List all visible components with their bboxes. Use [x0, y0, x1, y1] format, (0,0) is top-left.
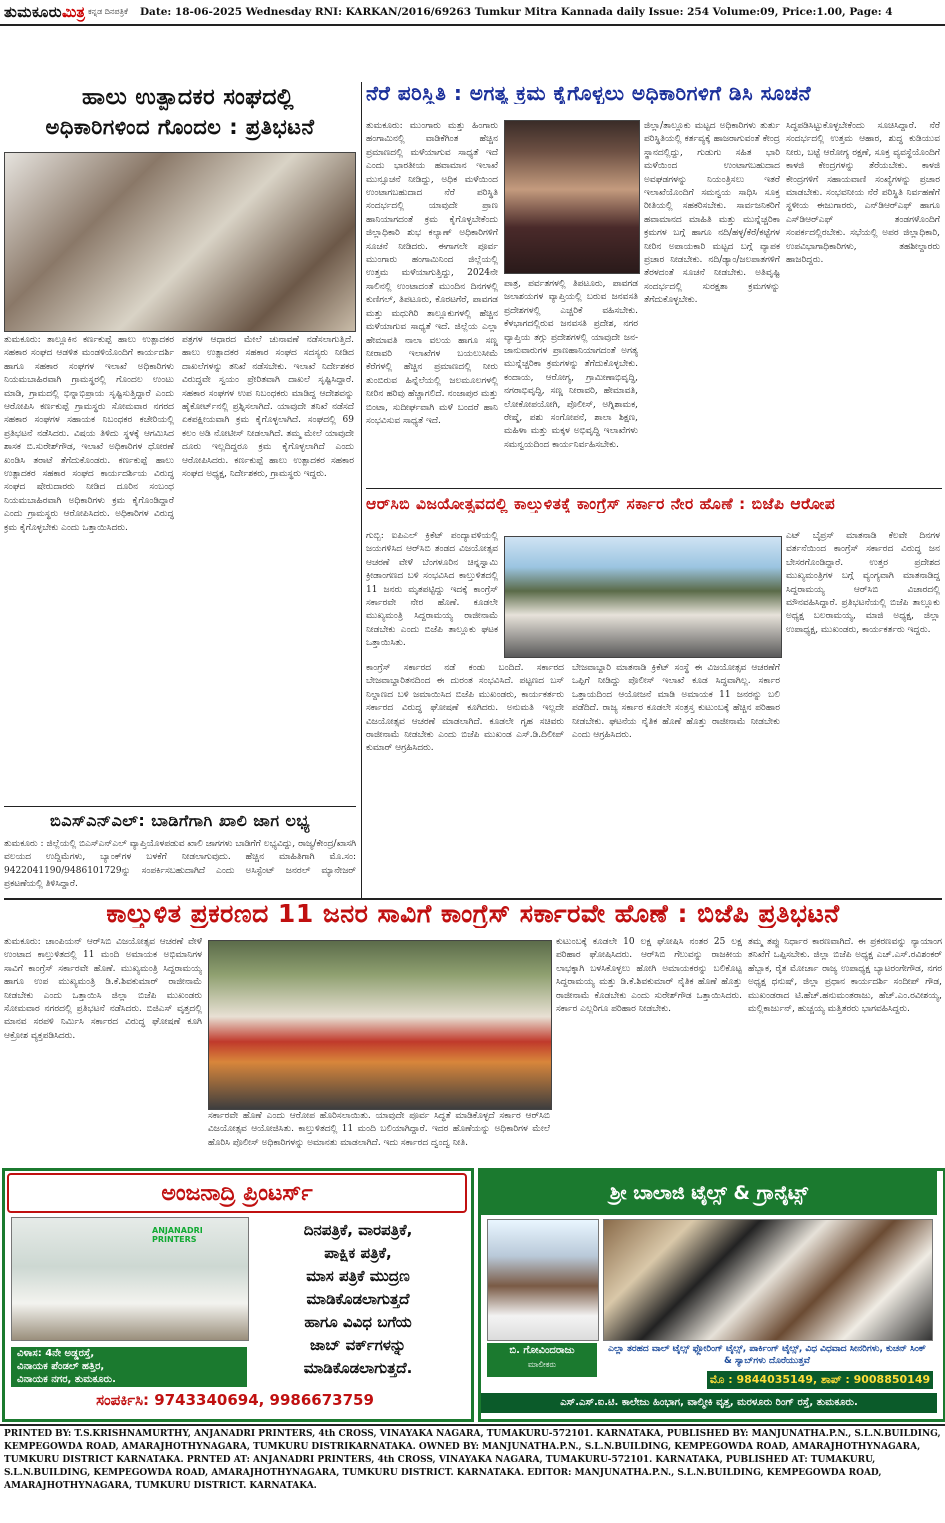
- story4-headline: ಕಾಲ್ತುಳಿತ ಪ್ರಕರಣದ 11 ಜನರ ಸಾವಿಗೆ ಕಾಂಗ್ರೆಸ್ ಸರ್ಕಾರವೇ ಹೊಣೆ : ಬಿಜೆಪಿ ಪ್ರತಿಭಟನೆ: [106, 900, 840, 928]
- bsnl-top-rule: [4, 806, 356, 807]
- ad-left-shop-photo: [11, 1217, 249, 1341]
- ad-balaji-tiles: [478, 1168, 945, 1422]
- story3-col3: ಬೇಜವಾಬ್ದಾರಿ ಮಾತನಾಡಿ ಕ್ರಿಕೆಟ್ ಸಂಸ್ಥೆ ಈ ವಿಜಯೋತ್ಸವ ಆಚರಣೆಗೆ ಒಪ್ಪಿಗೆ ನೀಡಿದ್ದು ಪೊಲೀಸ್ ಇಲಾಖೆ ಕೂಡ ಸಿದ್ಧವಾಗಿಲ್ಲ. ಸರ್ಕಾರ ಒತ್ತಾಯದಿಂದ ಆಯೋಜನೆ ಮಾಡಿ ಅಮಾಯಕ 11 ಜನರನ್ನು ಬಲಿ ಪಡೆದಿದೆ. ರಾಜ್ಯ ಸರ್ಕಾರ ಕೂಡಲೇ ಸಂತ್ರಸ್ತ ಕುಟುಂಬಕ್ಕೆ ಹೆಚ್ಚಿನ ಪರಿಹಾರ ನೀಡಬೇಕು. ಘಟನೆಯ ನೈತಿಕ ಹೊಣೆ ಹೊತ್ತು ರಾಜೀನಾಮೆ ನೀಡಬೇಕು ಎಂದು ಆಗ್ರಹಿಸಿದರು.: [572, 663, 780, 741]
- column-divider: [361, 82, 362, 898]
- ad-left-services: [251, 1219, 465, 1380]
- story1-headline-line2: ಅಧಿಕಾರಿಗಳಿಂದ ಗೊಂದಲ : ಪ್ರತಿಭಟನೆ: [45, 115, 315, 139]
- masthead-info: Date: 18-06-2025 Wednesday RNI: KARKAN/2016/69263 Tumkur Mitra Kannada daily Issue: 254 Volume:09, Price:1.00, Page: 4: [139, 6, 893, 18]
- masthead-logo: ತುಮಕೂರು: [4, 3, 63, 21]
- imprint-footer: PRINTED BY: T.S.KRISHNAMURTHY, ANJANADRI PRINTERS, 4th CROSS, VINAYAKA NAGARA, TUMAKURU-572101. KARNATAKA, PUBLISHED BY: MANJUNATHA.P.N., S.L.N.BUILDING, KEMPEGOWDA ROAD, AMARAJHOTHYNAGARA, TUMKURU DISTRIKARNATAKA. OWNED BY: MANJUNATHA.P.N., S.L.N.BUILDING, KEMPEGOWDA ROAD, AMARAJHOTHYNAGARA, TUMKURU DISTRICT KARNATAKA. PRNTED AT: ANJANADRI PRINTERS, 4th CROSS, VINAYAKA NAGARA, TUMAKURU-572101. KARNATAKA, PUBLISHED AT: TUMAKURU, S.L.N.BUILDING, KEMPEGOWDA ROAD, AMARAJHOTHYNAGARA, TUMKURU DISTRICT. KARNATAKA. EDITOR: MANJUNATHA.P.N., S.L.N.BUILDING, KEMPEGOWDA ROAD, AMARAJHOTHYNAGARA, TUMKURU DISTRICT. KARNATAKA.: [4, 1429, 941, 1491]
- ad-left-service-2: ಪಾಕ್ಷಿಕ ಪತ್ರಿಕೆ,: [324, 1244, 392, 1262]
- ad-left-service-3: ಮಾಸ ಪತ್ರಿಕೆ ಮುದ್ರಣ: [306, 1267, 410, 1285]
- story2-col4: ಸಿದ್ಧಪಡಿಸಿಟ್ಟುಕೊಳ್ಳಬೇಕೆಂದು ಸೂಚಿಸಿದ್ದಾರೆ. ನೆರೆ ಸಂದರ್ಭದಲ್ಲಿ ಉತ್ತಮ ಆಹಾರ, ಶುದ್ಧ ಕುಡಿಯುವ ನೀರು, ಬಟ್ಟೆ ಆರೋಗ್ಯ ರಕ್ಷಣೆ, ಸೂಕ್ತ ವ್ಯವಸ್ಥೆಯೊಂದಿಗೆ ಕಾಳಜಿ ಕೇಂದ್ರಗಳನ್ನು ತೆರೆಯಬೇಕು. ಕಾಳಜಿ ಕೇಂದ್ರಗಳಿಗೆ ಸಹಾಯವಾಣಿ ಸಂಖ್ಯೆಗಳನ್ನು ಪ್ರಚಾರ ಮಾಡಬೇಕು. ಸಂಭವನೀಯ ನೆರೆ ಪರಿಸ್ಥಿತಿ ನಿರ್ವಹಣೆಗೆ ಸ್ಥಳೀಯ ಈಜುಗಾರರು, ಎನ್‌ಡಿಆರ್‌ಎಫ್ ಹಾಗೂ ಎಸ್‌ಡಿಆರ್‌ಎಫ್ ತಂಡಗಳೊಂದಿಗೆ ಸಂಪರ್ಕದಲ್ಲಿರಬೇಕು. ಸಭೆಯಲ್ಲಿ ಅಪರ ಜಿಲ್ಲಾಧಿಕಾರಿ, ಉಪವಿಭಾಗಾಧಿಕಾರಿಗಳು, ತಹಶೀಲ್ದಾರರು ಹಾಜರಿದ್ದರು.: [786, 121, 940, 266]
- ad-left-service-1: ದಿನಪತ್ರಿಕೆ, ವಾರಪತ್ರಿಕೆ,: [303, 1221, 413, 1239]
- ad-left-title-bar: [7, 1173, 467, 1213]
- ad-anjanadri-printers: [2, 1168, 474, 1422]
- ad-right-owner-name: ಬಿ. ಗೋವಿಂದರಾಜು: [509, 1345, 575, 1356]
- footer-rule: [0, 1424, 945, 1426]
- story2-col1: ತುಮಕೂರು: ಮುಂಗಾರು ಮತ್ತು ಹಿಂಗಾರು ಹಂಗಾಮಿನಲ್ಲಿ ವಾಡಿಕೆಗಿಂತ ಹೆಚ್ಚಿನ ಪ್ರಮಾಣದಲ್ಲಿ ಮಳೆಯಾಗುವ ಸಾಧ್ಯತೆ ಇದೆ ಎಂದು ಭಾರತೀಯ ಹವಾಮಾನ ಇಲಾಖೆ ಮುನ್ಸೂಚನೆ ನೀಡಿದ್ದು, ಅಧಿಕ ಮಳೆಯಿಂದ ಉಂಟಾಗಬಹುದಾದ ನೆರೆ ಪರಿಸ್ಥಿತಿ ಸಂದರ್ಭದಲ್ಲಿ ಯಾವುದೇ ಪ್ರಾಣ ಹಾನಿಯಾಗದಂತೆ ಕ್ರಮ ಕೈಗೊಳ್ಳಬೇಕೆಂದು ಜಿಲ್ಲಾಧಿಕಾರಿ ಶುಭ ಕಲ್ಯಾಣ್ ಅಧಿಕಾರಿಗಳಿಗೆ ಸೂಚನೆ ನೀಡಿದರು. ಈಗಾಗಲೇ ಪೂರ್ವ ಮುಂಗಾರು ಹಂಗಾಮಿನಿಂದ ಜಿಲ್ಲೆಯಲ್ಲಿ ಉತ್ತಮ ಮಳೆಯಾಗುತ್ತಿದ್ದು, 2024ನೇ ಸಾಲಿನಲ್ಲಿ ಉಂಟಾದಂತೆ ಮುಂದಿನ ದಿನಗಳಲ್ಲಿ ಕುಣಿಗಲ್, ತಿಪಟೂರು, ಕೊರಟಗೆರೆ, ಪಾವಗಡ ಮತ್ತು ಮಧುಗಿರಿ ತಾಲ್ಲೂಕುಗಳಲ್ಲಿ ಹೆಚ್ಚಿನ ಮಳೆಯಾಗುವ ಸಾಧ್ಯತೆ ಇದೆ. ಜಿಲ್ಲೆಯ ಎಲ್ಲಾ ಹೇಮಾವತಿ ನಾಲಾ ವಲಯ ಹಾಗೂ ಸಣ್ಣ ನೀರಾವರಿ ಇಲಾಖೆಗಳ ಬಯಲುಸೀಮೆ ಕೆರೆಗಳಲ್ಲಿ ಹೆಚ್ಚಿನ ಪ್ರಮಾಣದಲ್ಲಿ ನೀರು ತುಂಬಿರುವ ಹಿನ್ನೆಲೆಯಲ್ಲಿ ಜಲಮೂಲಗಳಲ್ಲಿ ನೀರಿನ ಹರಿವು ಹೆಚ್ಚಾಗಲಿದೆ. ನಂಜಾಪುರ ಮತ್ತು ಬಿಂಟಾ, ಸುದೀರ್ಘವಾಗಿ ಮಳೆ ಬಂದರೆ ಹಾನಿ ಸಂಭವಿಸುವ ಸಾಧ್ಯತೆ ಇದೆ.: [366, 121, 498, 426]
- story2-col2: ಪಾತ್ರ, ಪರ್ವತಗಳಲ್ಲಿ ತಿಪಟೂರು, ಪಾವಗಡ ಜಲಾಶಯಗಳ ವ್ಯಾಪ್ತಿಯಲ್ಲಿ ಬರುವ ಜನವಸತಿ ಪ್ರದೇಶಗಳಲ್ಲಿ ಎಚ್ಚರಿಕೆ ವಹಿಸಬೇಕು. ಕೆಳಭಾಗದಲ್ಲಿರುವ ಜನವಸತಿ ಪ್ರದೇಶ, ನಗರ ವ್ಯಾಪ್ತಿಯ ತಗ್ಗು ಪ್ರದೇಶಗಳಲ್ಲಿ ಯಾವುದೇ ಜನ-ಜಾನುವಾರುಗಳ ಪ್ರಾಣಹಾನಿಯಾಗದಂತೆ ಅಗತ್ಯ ಮುನ್ನೆಚ್ಚರಿಕಾ ಕ್ರಮಗಳನ್ನು ತೆಗೆದುಕೊಳ್ಳಬೇಕು. ಕಂದಾಯ, ಆರೋಗ್ಯ, ಗ್ರಾಮೀಣಾಭಿವೃದ್ಧಿ, ನಗರಾಭಿವೃದ್ಧಿ, ಸಣ್ಣ ನೀರಾವರಿ, ಹೇಮಾವತಿ, ಲೋಕೋಪಯೋಗಿ, ಪೊಲೀಸ್, ಅಗ್ನಿಶಾಮಕ, ರೇಷ್ಮೆ, ಪಶು ಸಂಗೋಪನೆ, ಶಾಲಾ ಶಿಕ್ಷಣ, ಮಹಿಳಾ ಮತ್ತು ಮಕ್ಕಳ ಅಭಿವೃದ್ಧಿ ಇಲಾಖೆಗಳು ಸಮನ್ವಯದಿಂದ ಕಾರ್ಯನಿರ್ವಹಿಸಬೇಕು.: [504, 279, 638, 450]
- ad-right-owner-photo: [487, 1219, 599, 1341]
- story4-col2: ಸರ್ಕಾರವೇ ಹೊಣೆ ಎಂದು ಆರೋಪ ಹೊರಿಸಲಾಯಿತು. ಯಾವುದೇ ಪೂರ್ವ ಸಿದ್ಧತೆ ಮಾಡಿಕೊಳ್ಳದೆ ಸರ್ಕಾರ ಆರ್‌ಸಿಬಿ ವಿಜಯೋತ್ಸವ ಆಯೋಜಿಸಿತು. ಕಾಲ್ತುಳಿತದಲ್ಲಿ 11 ಮಂದಿ ಬಲಿಯಾಗಿದ್ದಾರೆ. ಇದರ ಹೊಣೆಯನ್ನು ಅಧಿಕಾರಿಗಳ ಮೇಲೆ ಹೊರಿಸಿ ಪೊಲೀಸ್ ಅಧಿಕಾರಿಗಳನ್ನು ಅಮಾನತು ಮಾಡಲಾಗಿದೆ. ಇದು ಸರ್ಕಾರದ ದ್ವಂದ್ವ ನೀತಿ.: [208, 1111, 550, 1148]
- story4-col1: ತುಮಕೂರು: ಚಾಂಪಿಯನ್ ಆರ್‌ಸಿಬಿ ವಿಜಯೋತ್ಸವ ಆಚರಣೆ ವೇಳೆ ಉಂಟಾದ ಕಾಲ್ತುಳಿತದಲ್ಲಿ 11 ಮಂದಿ ಅಮಾಯಕ ಅಭಿಮಾನಿಗಳ ಸಾವಿಗೆ ಕಾಂಗ್ರೆಸ್ ಸರ್ಕಾರವೇ ಹೊಣೆ. ಮುಖ್ಯಮಂತ್ರಿ ಸಿದ್ದರಾಮಯ್ಯ ಹಾಗೂ ಉಪ ಮುಖ್ಯಮಂತ್ರಿ ಡಿ.ಕೆ.ಶಿವಕುಮಾರ್ ರಾಜೀನಾಮೆ ನೀಡಬೇಕು ಎಂದು ಒತ್ತಾಯಿಸಿ ಜಿಲ್ಲಾ ಬಿಜೆಪಿ ಮುಖಂಡರು ಸೋಮವಾರ ನಗರದಲ್ಲಿ ಪ್ರತಿಭಟನೆ ನಡೆಸಿದರು. ಬಿಜಿಎಸ್ ವೃತ್ತದಲ್ಲಿ ಮಾನವ ಸರಪಳಿ ನಿರ್ಮಿಸಿ ಸರ್ಕಾರದ ವಿರುದ್ಧ ಘೋಷಣೆ ಕೂಗಿ ಆಕ್ರೋಶ ವ್ಯಕ್ತಪಡಿಸಿದರು.: [4, 937, 202, 1041]
- ad-left-address-2: ವಿನಾಯಕ ಪೆಂಡಲ್ ಹತ್ತಿರ,: [17, 1361, 105, 1372]
- ad-left-service-5: ಹಾಗೂ ವಿವಿಧ ಬಗೆಯ: [304, 1313, 412, 1331]
- story4-col3: ಕುಟುಂಬಕ್ಕೆ ಕೂಡಲೇ 10 ಲಕ್ಷ ಘೋಷಿಸಿ ನಂತರ 25 ಲಕ್ಷ ಪರಿಹಾರ ಘೋಷಿಸಿದರು. ಆರ್‌ಸಿಬಿ ಗೆಲುವನ್ನು ರಾಜಕೀಯ ಲಾಭಕ್ಕಾಗಿ ಬಳಸಿಕೊಳ್ಳಲು ಹೋಗಿ ಅಮಾಯಕರನ್ನು ಬಲಿಕೊಟ್ಟ ಸಿದ್ದರಾಮಯ್ಯ ಮತ್ತು ಡಿ.ಕೆ.ಶಿವಕುಮಾರ್ ನೈತಿಕ ಹೊಣೆ ಹೊತ್ತು ರಾಜೀನಾಮೆ ಕೊಡಬೇಕು ಎಂದು ಸುರೇಶ್‌ಗೌಡ ಒತ್ತಾಯಿಸಿದರು. ಸರ್ಕಾರ ಎಲ್ಲರಿಗೂ ಪರಿಹಾರ ನೀಡಬೇಕು.: [556, 937, 742, 1015]
- ad-left-shop-sign: ANJANADRI PRINTERS: [152, 1226, 203, 1244]
- ad-right-phones: ಮೊ : 9844035149, ಶಾಪ್ : 9008850149: [707, 1371, 933, 1389]
- story3-col2: ಕಾಂಗ್ರೆಸ್ ಸರ್ಕಾರದ ನಡೆ ಕಂಡು ಬಂದಿದೆ. ಸರ್ಕಾರದ ಬೇಜವಾಬ್ದಾರಿತನದಿಂದ ಈ ದುರಂತ ಸಂಭವಿಸಿದೆ. ಪಟ್ಟಣದ ಬಸ್ ನಿಲ್ದಾಣದ ಬಳಿ ಜಮಾಯಿಸಿದ ಬಿಜೆಪಿ ಮುಖಂಡರು, ಕಾರ್ಯಕರ್ತರು ಸರ್ಕಾರದ ವಿರುದ್ಧ ಘೋಷಣೆ ಕೂಗಿದರು. ಅನುಮತಿ ಇಲ್ಲದೇ ವಿಜಯೋತ್ಸವ ಆಚರಣೆ ಮಾಡಲಾಗಿದೆ. ಕೂಡಲೇ ಗೃಹ ಸಚಿವರು ರಾಜೀನಾಮೆ ನೀಡಬೇಕು ಎಂದು ಬಿಜೆಪಿ ಮುಖಂಡ ಎಸ್.ಡಿ.ದಿಲೀಪ್ ಕುಮಾರ್ ಆಗ್ರಹಿಸಿದರು.: [366, 663, 564, 754]
- bsnl-headline: ಬಿಎಸ್‌ಎನ್‌ಎಲ್: ಬಾಡಿಗೆಗಾಗಿ ಖಾಲಿ ಜಾಗ ಲಭ್ಯ: [49, 811, 311, 830]
- ad-left-address-box: [11, 1347, 247, 1387]
- story4-photo: [208, 940, 552, 1110]
- ad-left-address-1: ವಿಳಾಸ: 4ನೇ ಅಡ್ಡರಸ್ತೆ,: [17, 1348, 95, 1359]
- story4-col4: ತಮ್ಮ ತಪ್ಪು ನಿರ್ಧಾರ ಕಾರಣವಾಗಿದೆ. ಈ ಪ್ರಕರಣವನ್ನು ನ್ಯಾಯಾಂಗ ತನಿಖೆಗೆ ಒಪ್ಪಿಸಬೇಕು. ಜಿಲ್ಲಾ ಬಿಜೆಪಿ ಅಧ್ಯಕ್ಷ ಎಚ್.ಎಸ್.ರವಿಶಂಕರ್ ಹೆಬ್ಬಾಕ, ರೈತ ಮೋರ್ಚಾ ರಾಜ್ಯ ಉಪಾಧ್ಯಕ್ಷ ಬ್ಯಾಟರಂಗೇಗೌಡ, ನಗರ ಅಧ್ಯಕ್ಷ ಧನುಷ್, ಜಿಲ್ಲಾ ಪ್ರಧಾನ ಕಾರ್ಯದರ್ಶಿ ಸಂದೀಪ್ ಗೌಡ, ಮುಖಂಡರಾದ ಟಿ.ಹೆಚ್.ಹನುಮಂತರಾಜು, ಹೆಚ್.ಎಂ.ರವೀಶಯ್ಯ, ಮಲ್ಲಿಕಾರ್ಜುನ್, ಹುಚ್ಚಯ್ಯ ಮತ್ತಿತರರು ಭಾಗವಹಿಸಿದ್ದರು.: [748, 937, 942, 1015]
- story1-col2: ಪತ್ರಗಳ ಆಧಾರದ ಮೇಲೆ ಚುನಾವಣೆ ನಡೆಸಲಾಗುತ್ತಿದೆ. ಹಾಲು ಉತ್ಪಾದಕರ ಸಹಕಾರ ಸಂಘದ ಸದಸ್ಯರು ನೀಡಿದ ದಾಖಲೆಗಳನ್ನು ತನಿಖೆ ನಡೆಸಬೇಕು. ಇಲಾಖೆ ನಿರ್ದೇಶಕರ ವಿರುದ್ಧವೇ ಸ್ವಯಂ ಪ್ರೇರಿತವಾಗಿ ದಾಖಲೆ ಸೃಷ್ಟಿಸಿದ್ದಾರೆ. ಸಹಕಾರ ಸಂಘಗಳ ಉಪ ನಿಬಂಧಕರು ಮಾಡಿದ್ದ ಆದೇಶವನ್ನು ಹೈಕೋರ್ಟ್‌ನಲ್ಲಿ ಪ್ರಶ್ನಿಸಲಾಗಿದೆ. ಯಾವುದೇ ತನಿಖೆ ನಡೆಸದೆ ಏಕಪಕ್ಷೀಯವಾಗಿ ಕ್ರಮ ಕೈಗೊಳ್ಳಲಾಗಿದೆ. ಸಂಘದಲ್ಲಿ 69 ಕಲಂ ಅಡಿ ನೋಟೀಸ್ ನೀಡಲಾಗಿದೆ. ತಮ್ಮ ಮೇಲೆ ಯಾವುದೇ ದೂರು ಇಲ್ಲದಿದ್ದರೂ ಕ್ರಮ ಕೈಗೊಳ್ಳಲಾಗಿದೆ ಎಂದು ಆರೋಪಿಸಿದರು. ಕರ್ಣಕುಪ್ಪೆ ಹಾಲು ಉತ್ಪಾದಕರ ಸಹಕಾರ ಸಂಘದ ಅಧ್ಯಕ್ಷ, ನಿರ್ದೇಶಕರು, ಗ್ರಾಮಸ್ಥರು ಇದ್ದರು.: [182, 335, 354, 480]
- ad-left-address-3: ವಿನಾಯಕ ನಗರ, ತುಮಕೂರು.: [17, 1374, 116, 1385]
- story3-col4: ಎಟ್ ಬೈಪ್ರಸ್ ಮಾತನಾಡಿ ಕೆಲವೇ ದಿನಗಳ ವರ್ತನೆಯಿಂದ ಕಾಂಗ್ರೆಸ್ ಸರ್ಕಾರದ ವಿರುದ್ಧ ಜನ ಬೇಸರಗೊಂಡಿದ್ದಾರೆ. ಉತ್ತರ ಪ್ರದೇಶದ ಮುಖ್ಯಮಂತ್ರಿಗಳ ಬಗ್ಗೆ ವ್ಯಂಗ್ಯವಾಗಿ ಮಾತನಾಡಿದ್ದ ಸಿದ್ದರಾಮಯ್ಯ ಆರ್‌ಸಿಬಿ ವಿಚಾರದಲ್ಲಿ ಮೌನವಹಿಸಿದ್ದಾರೆ. ಪ್ರತಿಭಟನೆಯಲ್ಲಿ ಬಿಜೆಪಿ ತಾಲ್ಲೂಕು ಅಧ್ಯಕ್ಷ ಬಲರಾಮಯ್ಯ, ಮಾಜಿ ಅಧ್ಯಕ್ಷ, ಜಿಲ್ಲಾ ಉಪಾಧ್ಯಕ್ಷ, ಮುಖಂಡರು, ಕಾರ್ಯಕರ್ತರು ಇದ್ದರು.: [786, 531, 940, 635]
- story3-photo: [504, 536, 782, 658]
- ad-left-service-4: ಮಾಡಿಕೊಡಲಾಗುತ್ತದೆ: [306, 1290, 410, 1308]
- story1-col1: ತುಮಕೂರು: ತಾಲ್ಲೂಕಿನ ಕರ್ಣಕುಪ್ಪೆ ಹಾಲು ಉತ್ಪಾದಕರ ಸಹಕಾರ ಸಂಘದ ಆಡಳಿತ ಮಂಡಳಿಯೊಂದಿಗೆ ಕಾರ್ಯದರ್ಶಿ ಹಾಗೂ ಸಹಕಾರ ಸಂಘಗಳ ಇಲಾಖೆ ಅಧಿಕಾರಿಗಳು ನಿಯಮಬಾಹಿರವಾಗಿ ಗ್ರಾಮಸ್ಥರಲ್ಲಿ ಗೊಂದಲ ಉಂಟು ಮಾಡಿ, ಗ್ರಾಮದಲ್ಲಿ ಭಿನ್ನಾಭಿಪ್ರಾಯ ಸೃಷ್ಟಿಸುತ್ತಿದ್ದಾರೆ ಎಂದು ಆರೋಪಿಸಿ ಕರ್ಣಕುಪ್ಪೆ ಗ್ರಾಮಸ್ಥರು ಸೋಮವಾರ ನಗರದ ಸಹಕಾರ ಸಂಘಗಳ ಸಹಾಯಕ ನಿಬಂಧಕರ ಕಚೇರಿಯಲ್ಲಿ ಪ್ರತಿಭಟನೆ ನಡೆಸಿದರು. ವಿಷಯ ತಿಳಿದು ಸ್ಥಳಕ್ಕೆ ಆಗಮಿಸಿದ ಶಾಸಕ ಬಿ.ಸುರೇಶ್‌ಗೌಡ, ಇಲಾಖೆ ಅಧಿಕಾರಿಗಳ ಧೋರಣೆ ಖಂಡಿಸಿ ತರಾಟೆ ತೆಗೆದುಕೊಂಡರು. ಕರ್ಣಕುಪ್ಪೆ ಹಾಲು ಉತ್ಪಾದಕರ ಸಹಕಾರ ಸಂಘದ ಕಾರ್ಯದರ್ಶಿಯ ವಿರುದ್ಧ ಸಂಘದ ಷೇರುದಾರರು ನೀಡಿದ ದೂರಿನ ಸಂಬಂಧ ನಿಯಮಬಾಹಿರವಾಗಿ ಅಧಿಕಾರಿಗಳು ಕ್ರಮ ಕೈಗೊಂಡಿದ್ದಾರೆ ಎಂದು ಗ್ರಾಮಸ್ಥರು ಆರೋಪಿಸಿದರು. ಅಧಿಕಾರಿಗಳ ವಿರುದ್ಧ ಕ್ರಮ ಕೈಗೊಳ್ಳಬೇಕು ಎಂದು ಒತ್ತಾಯಿಸಿದರು.: [4, 335, 174, 533]
- ad-right-tagline: ಎಲ್ಲಾ ತರಹದ ವಾಲ್ ಟೈಲ್ಸ್ ಫ್ಲೋರಿಂಗ್ ಟೈಲ್ಸ್, ಪಾರ್ಕಿಂಗ್ ಟೈಲ್ಸ್, ವಿಧ ವಿಧವಾದ ಸೀನರಿಗಳು, ಕುಚನ್ ಸಿಂಕ್ & ಸ್ಯಾಬ್‌ಗಳು ದೊರೆಯುತ್ತವೆ: [608, 1344, 926, 1366]
- ad-left-contact: ಸಂಪರ್ಕಿಸಿ: 9743340694, 9986673759: [96, 1391, 374, 1409]
- masthead: [0, 0, 945, 26]
- story2-col3: ಜಿಲ್ಲಾ/ತಾಲ್ಲೂಕು ಮಟ್ಟದ ಅಧಿಕಾರಿಗಳು ತುರ್ತು ಪರಿಸ್ಥಿತಿಯಲ್ಲಿ ಕರ್ತವ್ಯಕ್ಕೆ ಹಾಜರಾಗುವಂತೆ ಕೇಂದ್ರ ಸ್ಥಾನದಲ್ಲಿದ್ದು, ಗುಡುಗು ಸಹಿತ ಭಾರಿ ಮಳೆಯಿಂದ ಉಂಟಾಗಬಹುದಾದ ಅವಘಡಗಳನ್ನು ನಿಯಂತ್ರಿಸಲು ಇತರೆ ಇಲಾಖೆಯೊಂದಿಗೆ ಸಮನ್ವಯ ಸಾಧಿಸಿ ಸೂಕ್ತ ರೀತಿಯಲ್ಲಿ ಸಹಕರಿಸಬೇಕು. ಸಾರ್ವಜನಿಕರಿಗೆ ಹವಾಮಾನದ ಮಾಹಿತಿ ಮತ್ತು ಮುನ್ನೆಚ್ಚರಿಕಾ ಕ್ರಮಗಳ ಬಗ್ಗೆ ಹಾಗೂ ನದಿ/ಹಳ್ಳ/ಕೆರೆ/ಕಟ್ಟೆಗಳ ನೀರಿನ ಅಪಾಯಕಾರಿ ಮಟ್ಟದ ಬಗ್ಗೆ ವ್ಯಾಪಕ ಪ್ರಚಾರ ನೀಡಬೇಕು. ನದಿ/ಡ್ಯಾಂ/ಜಲಪಾತಗಳಿಗೆ ತೆರಳದಂತೆ ಸೂಚನೆ ನೀಡಬೇಕು. ಅತಿವೃಷ್ಟಿ ಸಂದರ್ಭದಲ್ಲಿ ಸುರಕ್ಷತಾ ಕ್ರಮಗಳನ್ನು ತೆಗೆದುಕೊಳ್ಳಬೇಕು.: [644, 121, 780, 306]
- ad-left-title: ಅಂಜನಾದ್ರಿ ಪ್ರಿಂಟರ್ಸ್: [161, 1180, 313, 1206]
- masthead-logo-red: ಮಿತ್ರ: [62, 3, 85, 21]
- story3-headline: ಆರ್‌ಸಿಬಿ ವಿಜಯೋತ್ಸವದಲ್ಲಿ ಕಾಲ್ತುಳಿತಕ್ಕೆ ಕಾಂಗ್ರೆಸ್ ಸರ್ಕಾರ ನೇರ ಹೊಣೆ : ಬಿಜೆಪಿ ಆರೋಪ: [366, 496, 836, 513]
- ad-right-address: ಎಸ್.ಎಸ್.ಐ.ಟಿ. ಕಾಲೇಜು ಹಿಂಭಾಗ, ವಾಲ್ಮೀಕಿ ವೃತ್ತ, ಮರಳೂರು ರಿಂಗ್ ರಸ್ತೆ, ತುಮಕೂರು.: [481, 1393, 937, 1413]
- ad-right-title: ಶ್ರೀ ಬಾಲಾಜಿ ಟೈಲ್ಸ್ & ಗ್ರಾನೈಟ್ಸ್: [609, 1182, 809, 1204]
- ad-right-tiles-photo: [603, 1219, 933, 1341]
- story1-photo: [4, 152, 356, 332]
- story2-photo: [504, 120, 640, 274]
- ad-right-owner-role: ಮಾಲೀಕರು: [527, 1360, 557, 1369]
- bsnl-text: ತುಮಕೂರು : ಜಿಲ್ಲೆಯಲ್ಲಿ ಬಿಎಸ್‌ಎನ್‌ಎಲ್ ವ್ಯಾಪ್ತಿಯೊಳಪಡುವ ಖಾಲಿ ಜಾಗಗಳು ಬಾಡಿಗೆಗೆ ಲಭ್ಯವಿದ್ದು, ರಾಜ್ಯ/ಕೇಂದ್ರ/ಖಾಸಗಿ ವಲಯದ ಉದ್ದಿಮೆಗಳು, ಬ್ಯಾಂಕ್‌ಗಳ ಬಳಕೆಗೆ ನೀಡಲಾಗುವುದು. ಹೆಚ್ಚಿನ ಮಾಹಿತಿಗಾಗಿ ಮೊ.ಸಂ: 9422041190/9486101729ನ್ನು ಸಂಪರ್ಕಿಸಬಹುದಾಗಿದೆ ಎಂದು ಅಸಿಸ್ಟೆಂಟ್ ಜನರಲ್ ಮ್ಯಾನೇಜರ್ ಪ್ರಕಟಣೆಯಲ್ಲಿ ತಿಳಿಸಿದ್ದಾರೆ.: [4, 839, 356, 890]
- ad-left-service-6: ಜಾಬ್ ವರ್ಕ್‌ಗಳನ್ನು: [309, 1336, 407, 1354]
- ad-left-service-7: ಮಾಡಿಕೊಡಲಾಗುತ್ತದೆ.: [303, 1359, 413, 1377]
- ad-right-title-bar: [481, 1171, 937, 1215]
- ad-right-owner-box: [487, 1343, 597, 1377]
- story1-headline-2: [4, 116, 356, 139]
- story1-headline-line1: ಹಾಲು ಉತ್ಪಾದಕರ ಸಂಘದಲ್ಲಿ: [81, 85, 295, 110]
- story1-headline: [22, 86, 354, 110]
- story3-col1: ಗುಬ್ಬಿ: ಐಪಿಎಲ್ ಕ್ರಿಕೆಟ್ ಪಂದ್ಯಾವಳಿಯಲ್ಲಿ ಜಯಗಳಿಸಿದ ಆರ್‌ಸಿಬಿ ತಂಡದ ವಿಜಯೋತ್ಸವ ಆಚರಣೆ ವೇಳೆ ಬೆಂಗಳೂರಿನ ಚಿನ್ನಸ್ವಾಮಿ ಕ್ರೀಡಾಂಗಣದ ಬಳಿ ಸಂಭವಿಸಿದ ಕಾಲ್ತುಳಿತದಲ್ಲಿ 11 ಜನರು ಮೃತಪಟ್ಟಿದ್ದು ಇದಕ್ಕೆ ಕಾಂಗ್ರೆಸ್ ಸರ್ಕಾರವೇ ನೇರ ಹೊಣೆ. ಕೂಡಲೇ ಮುಖ್ಯಮಂತ್ರಿ ಸಿದ್ದರಾಮಯ್ಯ ರಾಜೀನಾಮೆ ನೀಡಬೇಕು ಎಂದು ಬಿಜೆಪಿ ತಾಲ್ಲೂಕು ಘಟಕ ಒತ್ತಾಯಿಸಿತು.: [366, 531, 498, 649]
- story2-headline: ನೆರೆ ಪರಿಸ್ಥಿತಿ : ಅಗತ್ಯ ಕ್ರಮ ಕೈಗೊಳ್ಳಲು ಅಧಿಕಾರಿಗಳಿಗೆ ಡಿಸಿ ಸೂಚನೆ: [366, 82, 812, 104]
- story3-top-rule: [366, 488, 942, 489]
- masthead-subtitle: ಕನ್ನಡ ದಿನಪತ್ರಿಕೆ: [87, 7, 128, 16]
